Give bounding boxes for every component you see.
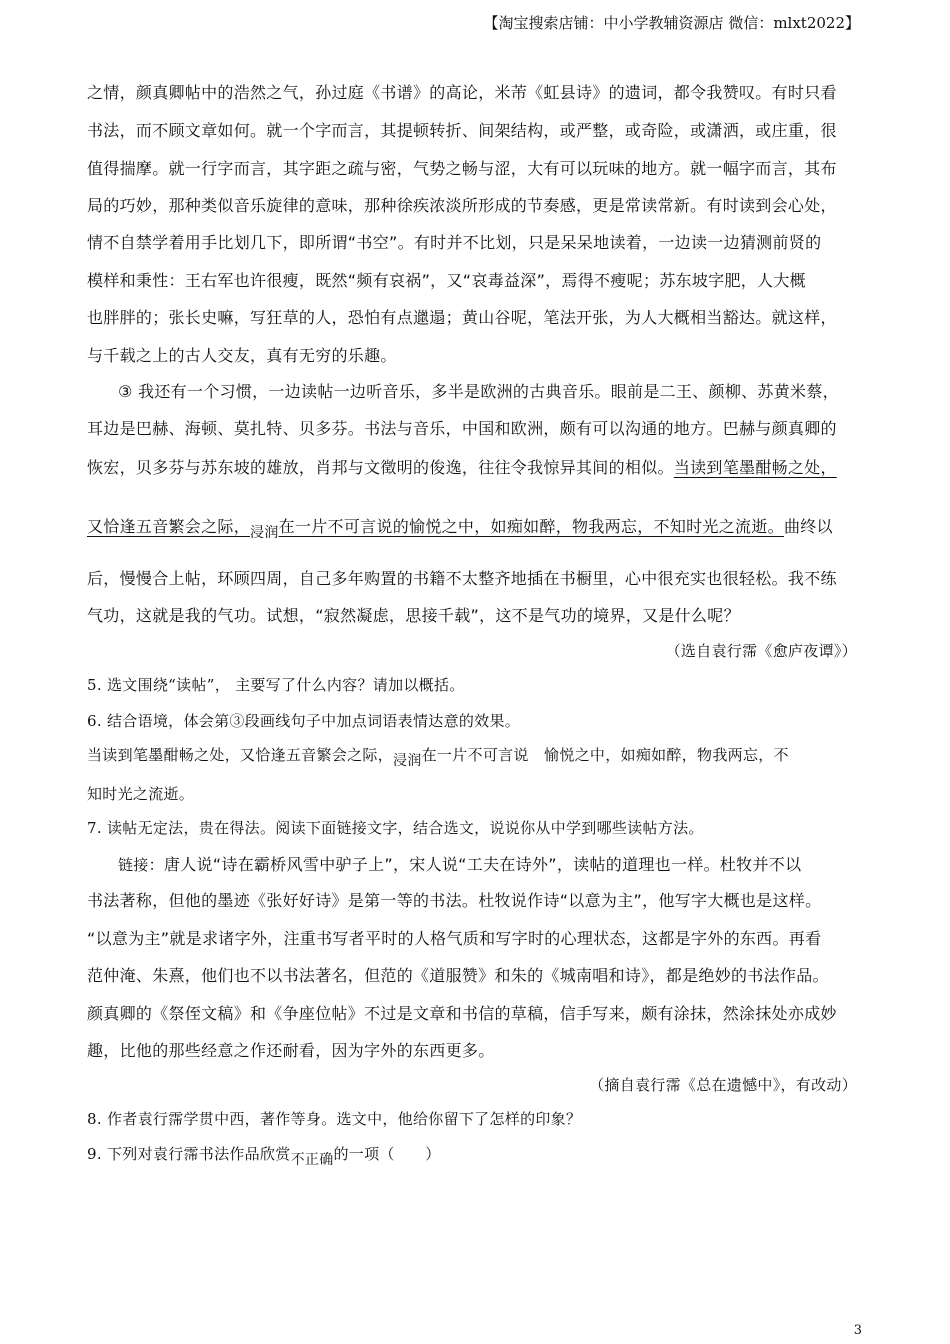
question-8: 8. 作者袁行霈学贯中西，著作等身。选文中，他给你留下了怎样的印象？: [87, 1110, 582, 1128]
question-7: 7. 读帖无定法，贵在得法。阅读下面链接文字，结合选文，说说你从中学到哪些读帖方法。: [87, 819, 704, 837]
paragraph-line: 模样和秉性：王右军也许很瘦，既然“频有哀祸”，又“哀毒益深”，焉得不瘦呢；苏东坡字肥，人大概: [87, 271, 806, 290]
page-header: 【淘宝搜索店铺：中小学教辅资源店 微信：mlxt2022】: [483, 14, 860, 32]
paragraph-3-line-4: [87, 514, 857, 541]
page-number: 3: [853, 1323, 862, 1338]
quote-text: 在一片不可言说 愉悦之中，如痴如醉，物我两忘，不: [421, 746, 789, 764]
paragraph-line: 书法，而不顾文章如何。就一个字而言，其提顿转折、间架结构，或严整，或奇险，或潇洒，或庄重，很: [87, 121, 837, 140]
underlined-sentence: 又恰逢五音繁会之际，: [87, 517, 251, 536]
question-6: 6. 结合语境，体会第③段画线句子中加点词语表情达意的效果。: [87, 712, 521, 730]
link-line: 范仲淹、朱熹，他们也不以书法著名，但范的《道服赞》和朱的《城南唱和诗》，都是绝妙的书法作品。: [87, 966, 829, 985]
paragraph-3-line-1: ③ 我还有一个习惯，一边读帖一边听音乐，多半是欧洲的古典音乐。眼前是二王、颜柳、苏黄米蔡，: [118, 382, 839, 401]
underlined-sentence: 在一片不可言说的愉悦之中，如痴如醉，物我两忘，不知时光之流逝。: [278, 517, 784, 536]
paragraph-3-line-5: 后，慢慢合上帖，环顾四周，自己多年购置的书籍不太整齐地插在书橱里，心中很充实也很轻松。我不练: [87, 569, 837, 588]
paragraph-3-line-3: [87, 455, 857, 478]
question-text: 9. 下列对袁行霈书法作品欣赏: [87, 1145, 291, 1163]
paragraph-line: 与千载之上的古人交友，真有无穷的乐趣。: [87, 346, 397, 365]
link-text: 唐人说“诗在霸桥风雪中驴子上”，宋人说“工夫在诗外”，读帖的道理也一样。杜牧并不以: [163, 855, 802, 874]
underlined-sentence: 当读到笔墨酣畅之处，: [673, 458, 837, 477]
paragraph-3-line-2: 耳边是巴赫、海顿、莫扎特、贝多芬。书法与音乐，中国和欧洲，颇有可以沟通的地方。巴赫与颜真卿的: [87, 419, 837, 438]
source-citation: （摘自袁行霈《总在遗憾中》，有改动）: [589, 1076, 857, 1094]
quote-text: 当读到笔墨酣畅之处，又恰逢五音繁会之际，: [87, 746, 394, 764]
link-line: 书法著称，但他的墨迹《张好好诗》是第一等的书法。杜牧说作诗“以意为主”，他写字大概也是这样。: [87, 891, 822, 910]
paragraph-3-line-6: 气功，这就是我的气功。试想，“寂然凝虑，思接千载”，这不是气功的境界，又是什么呢？: [87, 606, 740, 625]
link-line: 趣，比他的那些经意之作还耐看，因为字外的东西更多。: [87, 1041, 495, 1060]
paragraph-line: 也胖胖的；张长史嘛，写狂草的人，恐怕有点邋遢；黄山谷呢，笔法开张，为人大概相当豁达。就这样，: [87, 308, 837, 327]
question-text: 的一项（ ）: [333, 1145, 441, 1163]
link-label: 链接：: [118, 856, 164, 874]
paragraph-line: 局的巧妙，那种类似音乐旋律的意味，那种徐疾浓淡所形成的节奏感，更是常读常新。有时读到会心处，: [87, 196, 837, 215]
question-6-quote: [87, 744, 857, 769]
link-line: “以意为主”就是求诸字外，注重书写者平时的人格气质和写字时的心理状态，这都是字外的东西。再看: [87, 929, 822, 948]
question-5: 5. 选文围绕“读帖”， 主要写了什么内容？请加以概括。: [87, 676, 465, 694]
link-line-1: [118, 852, 858, 875]
dotted-word: 浸润: [250, 525, 279, 541]
question-9: [87, 1143, 857, 1168]
paragraph-text: 恢宏，贝多芬与苏东坡的雄放，肖邦与文徵明的俊逸，往往令我惊异其间的相似。: [87, 458, 674, 477]
question-6-quote-end: 知时光之流逝。: [87, 785, 195, 803]
source-citation: （选自袁行霈《愈庐夜谭》）: [665, 642, 857, 660]
paragraph-line: 之情，颜真卿帖中的浩然之气，孙过庭《书谱》的高论，米芾《虹县诗》的遗词，都令我赞叹。有时只看: [87, 83, 837, 102]
paragraph-line: 值得揣摩。就一行字而言，其字距之疏与密，气势之畅与涩，大有可以玩味的地方。就一幅字而言，其布: [87, 159, 837, 178]
dotted-word: 浸润: [393, 753, 422, 769]
link-line: 颜真卿的《祭侄文稿》和《争座位帖》不过是文章和书信的草稿，信手写来，颇有涂抹，然涂抹处亦成妙: [87, 1004, 837, 1023]
paragraph-text: 曲终以: [783, 517, 833, 536]
paragraph-line: 情不自禁学着用手比划几下，即所谓“书空”。有时并不比划，只是呆呆地读着，一边读一边猜测前贤的: [87, 233, 822, 252]
emphasis-dotted: 不正确: [290, 1152, 334, 1168]
